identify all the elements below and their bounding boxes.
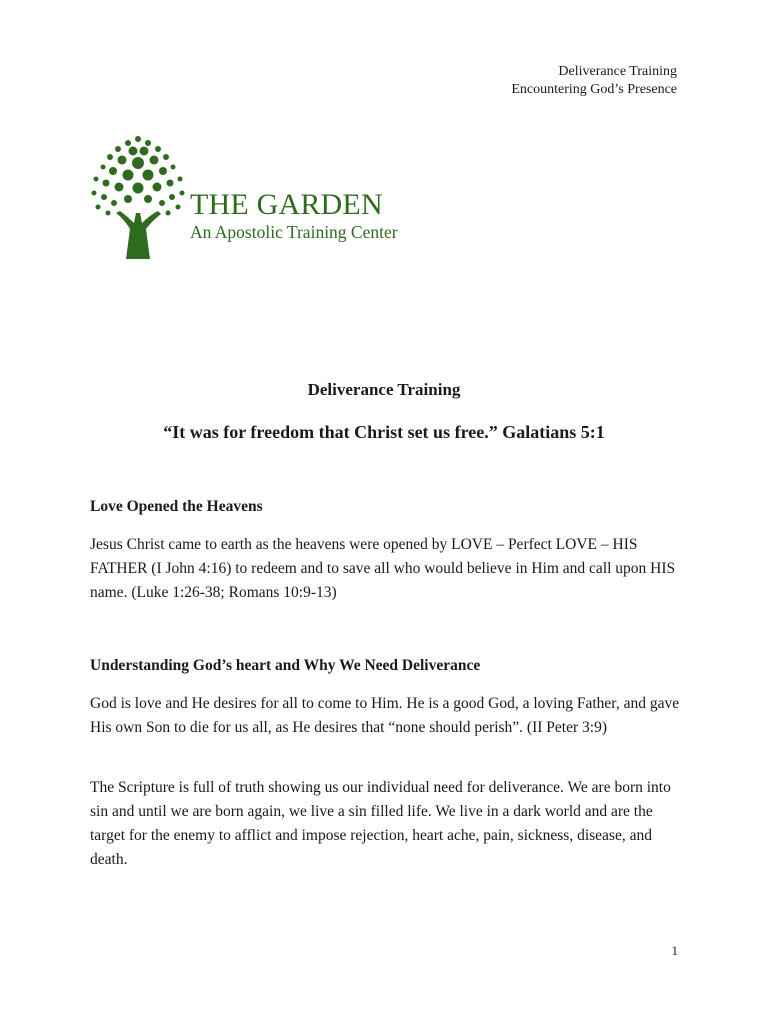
- section-heading: Love Opened the Heavens: [90, 498, 263, 515]
- tree-icon: [88, 133, 188, 263]
- header-line-1: Deliverance Training: [558, 64, 677, 79]
- section-paragraph: Jesus Christ came to earth as the heavens were opened by LOVE – Perfect LOVE – HIS FATHER (I John 4:16) to redeem and to save all who would believe in Him and call upon HIS name. (Luke 1:26-38; Romans 10:9-13): [90, 536, 676, 601]
- logo-subtitle: An Apostolic Training Center: [190, 222, 398, 242]
- page-header: [511, 63, 677, 99]
- header-line-2: Encountering God’s Presence: [511, 82, 677, 97]
- section-paragraph: God is love and He desires for all to come to Him. He is a good God, a loving Father, and gave His own Son to die for us all, as He desires that “none should perish”. (II Peter 3:9): [90, 695, 680, 736]
- document-title: Deliverance Training: [307, 380, 461, 399]
- section-heading: Understanding God’s heart and Why We Need Deliverance: [90, 657, 481, 674]
- garden-logo: [88, 133, 428, 263]
- document-verse: “It was for freedom that Christ set us free.” Galatians 5:1: [163, 422, 605, 442]
- section-paragraph: The Scripture is full of truth showing us our individual need for deliverance. We are born into sin and until we are born again, we live a sin filled life. We live in a dark world and are the target for the enemy to afflict and impose rejection, heart ache, pain, sickness, disease, and death.: [90, 779, 671, 868]
- logo-title: THE GARDEN: [190, 188, 383, 221]
- page-number: 1: [671, 943, 678, 958]
